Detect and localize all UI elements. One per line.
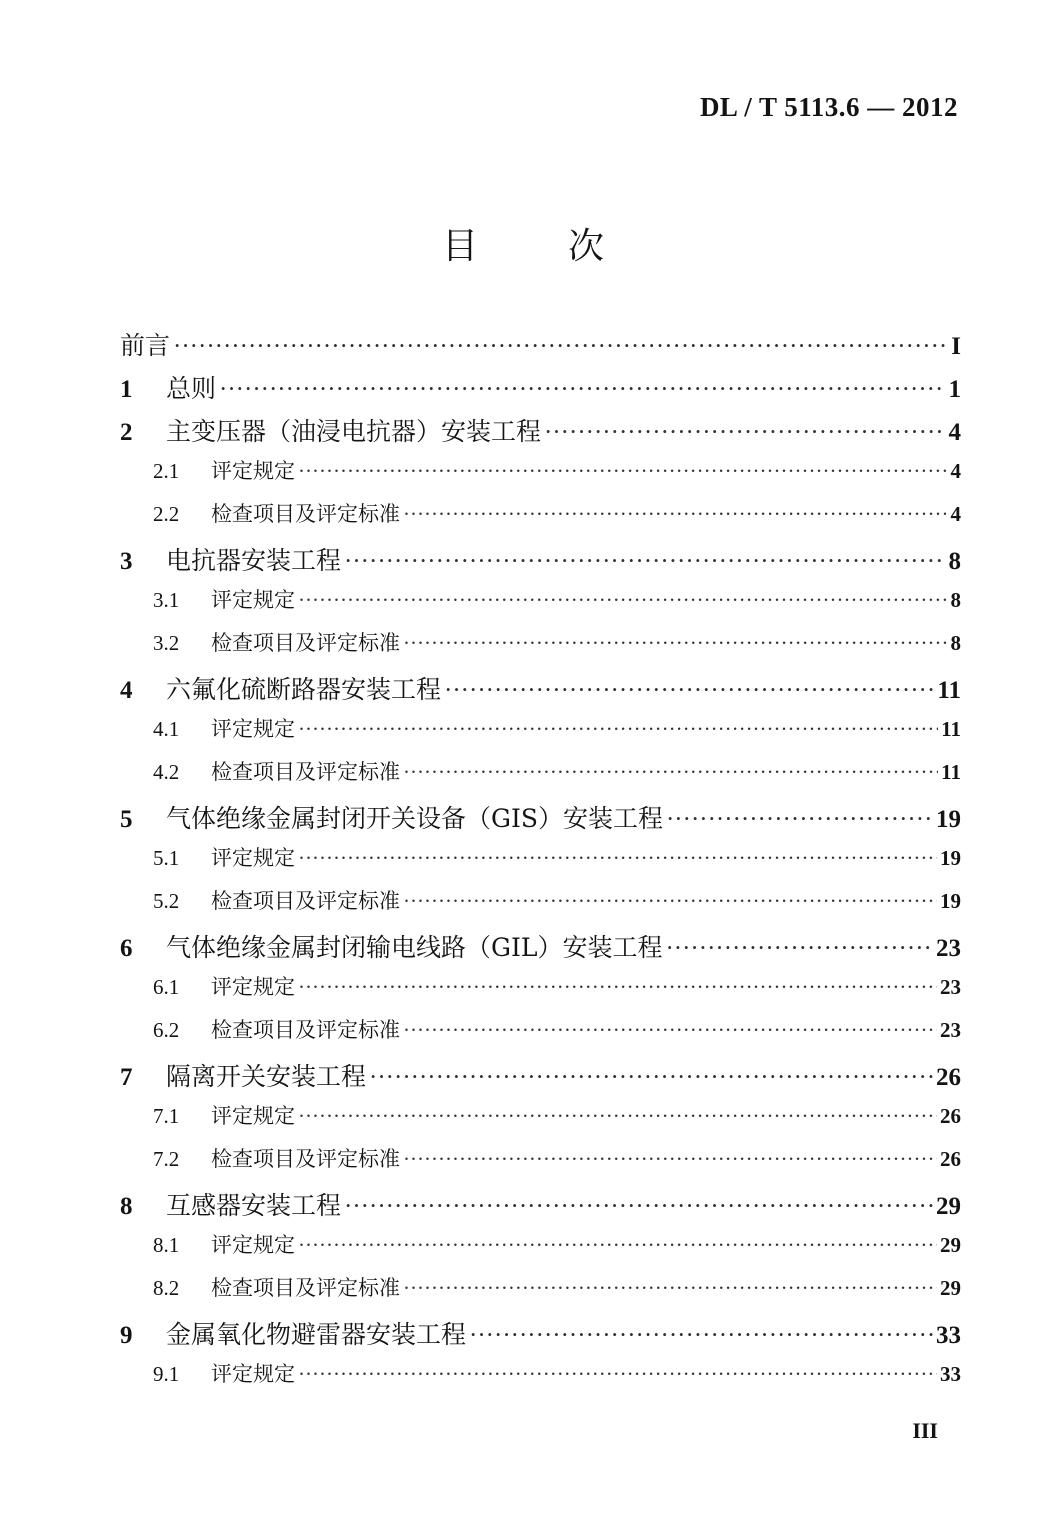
toc-entry-page: 11 [937, 677, 961, 704]
toc-entry-page: 4 [950, 459, 961, 483]
dot-leader [403, 1147, 937, 1172]
toc-entry[interactable] [120, 799, 961, 842]
dot-leader [344, 548, 945, 576]
toc-entry[interactable] [120, 412, 961, 455]
toc-entry-label: 电抗器安装工程 [166, 546, 342, 575]
toc-entry-number: 5 [120, 806, 133, 833]
toc-entry-label: 检查项目及评定标准 [211, 631, 400, 655]
table-of-contents [120, 326, 961, 1401]
toc-entry-label: 评定规定 [211, 588, 295, 612]
toc-entry-page: 29 [936, 1193, 961, 1220]
toc-entry-label: 评定规定 [211, 1362, 295, 1386]
toc-entry-number: 3 [120, 548, 133, 575]
toc-entry[interactable] [120, 1057, 961, 1100]
toc-entry-number: 4.1 [153, 717, 180, 741]
toc-entry-number: 2.2 [153, 502, 180, 526]
toc-entry-number: 6.1 [153, 975, 180, 999]
toc-entry[interactable] [120, 541, 961, 584]
toc-entry[interactable] [120, 1315, 961, 1358]
toc-entry-number: 4 [120, 677, 133, 704]
toc-entry-page: 11 [941, 717, 961, 741]
toc-entry[interactable] [120, 1272, 961, 1315]
toc-entry-page: 19 [940, 889, 961, 913]
toc-entry[interactable] [120, 842, 961, 885]
dot-leader [344, 1193, 933, 1221]
dot-leader [403, 889, 937, 914]
dot-leader [298, 1104, 937, 1129]
dot-leader [173, 333, 946, 361]
toc-entry-label: 评定规定 [211, 975, 295, 999]
toc-entry-number: 5.1 [153, 846, 180, 870]
toc-entry-page: 23 [940, 975, 961, 999]
dot-leader [403, 1276, 937, 1301]
toc-entry-label: 检查项目及评定标准 [211, 760, 400, 784]
toc-entry[interactable] [120, 455, 961, 498]
page-title [0, 218, 1046, 269]
toc-entry-page: 26 [940, 1147, 961, 1171]
toc-entry-label: 评定规定 [211, 1104, 295, 1128]
toc-entry-label: 评定规定 [211, 459, 295, 483]
toc-entry-page: 4 [948, 419, 961, 446]
toc-entry-number: 7.1 [153, 1104, 180, 1128]
dot-leader [369, 1064, 933, 1092]
toc-entry-label: 评定规定 [211, 846, 295, 870]
toc-entry-page: 23 [940, 1018, 961, 1042]
dot-leader [403, 502, 946, 527]
footer-page-number: III [912, 1418, 938, 1443]
toc-entry-label: 检查项目及评定标准 [211, 889, 400, 913]
toc-entry-label: 检查项目及评定标准 [211, 1147, 400, 1171]
toc-entry-label: 气体绝缘金属封闭输电线路（GIL）安装工程 [166, 933, 663, 962]
toc-entry-number: 1 [120, 376, 133, 403]
toc-entry-page: 29 [940, 1233, 961, 1257]
standard-code: DL / T 5113.6 — 2012 [699, 92, 958, 122]
toc-entry-label: 主变压器（油浸电抗器）安装工程 [166, 417, 542, 446]
dot-leader [219, 376, 945, 404]
toc-entry-page: 4 [950, 502, 961, 526]
toc-entry[interactable] [120, 713, 961, 756]
toc-entry-label: 金属氧化物避雷器安装工程 [166, 1320, 467, 1349]
toc-entry-page: 26 [940, 1104, 961, 1128]
dot-leader [444, 677, 934, 705]
dot-leader [666, 806, 933, 834]
toc-entry[interactable] [120, 1143, 961, 1186]
toc-entry-page: 19 [936, 806, 961, 833]
dot-leader [403, 631, 946, 656]
dot-leader [298, 717, 938, 742]
toc-entry-page: 26 [936, 1064, 961, 1091]
toc-entry-number: 5.2 [153, 889, 180, 913]
dot-leader [544, 419, 945, 447]
toc-entry[interactable] [120, 369, 961, 412]
toc-entry-page: 29 [940, 1276, 961, 1300]
dot-leader [298, 1233, 937, 1258]
toc-entry-page: 33 [936, 1322, 961, 1349]
toc-entry-page: 8 [948, 548, 961, 575]
toc-entry-label: 前言 [120, 331, 171, 360]
dot-leader [403, 760, 938, 785]
toc-entry-page: 11 [941, 760, 961, 784]
toc-entry-number: 2 [120, 419, 133, 446]
toc-entry[interactable] [120, 1229, 961, 1272]
toc-entry-page: 8 [950, 588, 961, 612]
toc-entry-page: I [951, 333, 961, 360]
dot-leader [298, 975, 937, 1000]
toc-entry-number: 3.1 [153, 588, 180, 612]
toc-entry-page: 1 [948, 376, 961, 403]
toc-entry-number: 7 [120, 1064, 133, 1091]
toc-entry-label: 评定规定 [211, 717, 295, 741]
toc-entry-number: 4.2 [153, 760, 180, 784]
toc-entry-number: 8.2 [153, 1276, 180, 1300]
toc-entry-label: 六氟化硫断路器安装工程 [166, 675, 442, 704]
toc-entry[interactable] [120, 498, 961, 541]
toc-entry-page: 8 [950, 631, 961, 655]
dot-leader [469, 1322, 933, 1350]
toc-entry[interactable] [120, 1186, 961, 1229]
dot-leader [298, 1362, 937, 1387]
toc-entry-number: 9.1 [153, 1362, 180, 1386]
toc-entry[interactable] [120, 885, 961, 928]
page-title-char-2: 次 [568, 226, 605, 267]
toc-entry-number: 6.2 [153, 1018, 180, 1042]
toc-entry-label: 隔离开关安装工程 [166, 1062, 367, 1091]
toc-entry[interactable] [120, 584, 961, 627]
dot-leader [665, 935, 933, 963]
toc-entry-label: 总则 [166, 374, 217, 403]
toc-entry-number: 6 [120, 935, 133, 962]
toc-entry-number: 7.2 [153, 1147, 180, 1171]
toc-entry[interactable] [120, 756, 961, 799]
toc-entry-number: 3.2 [153, 631, 180, 655]
toc-entry-number: 9 [120, 1322, 133, 1349]
dot-leader [298, 846, 937, 871]
toc-entry[interactable] [120, 971, 961, 1014]
toc-entry-page: 19 [940, 846, 961, 870]
page-title-char-1: 目 [441, 226, 478, 267]
toc-entry-page: 23 [936, 935, 961, 962]
toc-entry-label: 气体绝缘金属封闭开关设备（GIS）安装工程 [166, 804, 663, 833]
toc-entry[interactable] [120, 928, 961, 971]
dot-leader [298, 459, 946, 484]
toc-entry[interactable] [120, 1358, 961, 1401]
toc-entry-number: 8.1 [153, 1233, 180, 1257]
toc-entry-label: 检查项目及评定标准 [211, 502, 400, 526]
toc-entry[interactable] [120, 670, 961, 713]
toc-entry-label: 互感器安装工程 [166, 1191, 342, 1220]
toc-entry[interactable] [120, 1014, 961, 1057]
toc-entry[interactable] [120, 326, 961, 369]
toc-entry-label: 检查项目及评定标准 [211, 1018, 400, 1042]
toc-entry-page: 33 [940, 1362, 961, 1386]
dot-leader [298, 588, 946, 613]
toc-entry-label: 检查项目及评定标准 [211, 1276, 400, 1300]
toc-entry[interactable] [120, 1100, 961, 1143]
toc-entry-number: 8 [120, 1193, 133, 1220]
dot-leader [403, 1018, 937, 1043]
toc-entry-number: 2.1 [153, 459, 180, 483]
toc-entry-label: 评定规定 [211, 1233, 295, 1257]
toc-entry[interactable] [120, 627, 961, 670]
